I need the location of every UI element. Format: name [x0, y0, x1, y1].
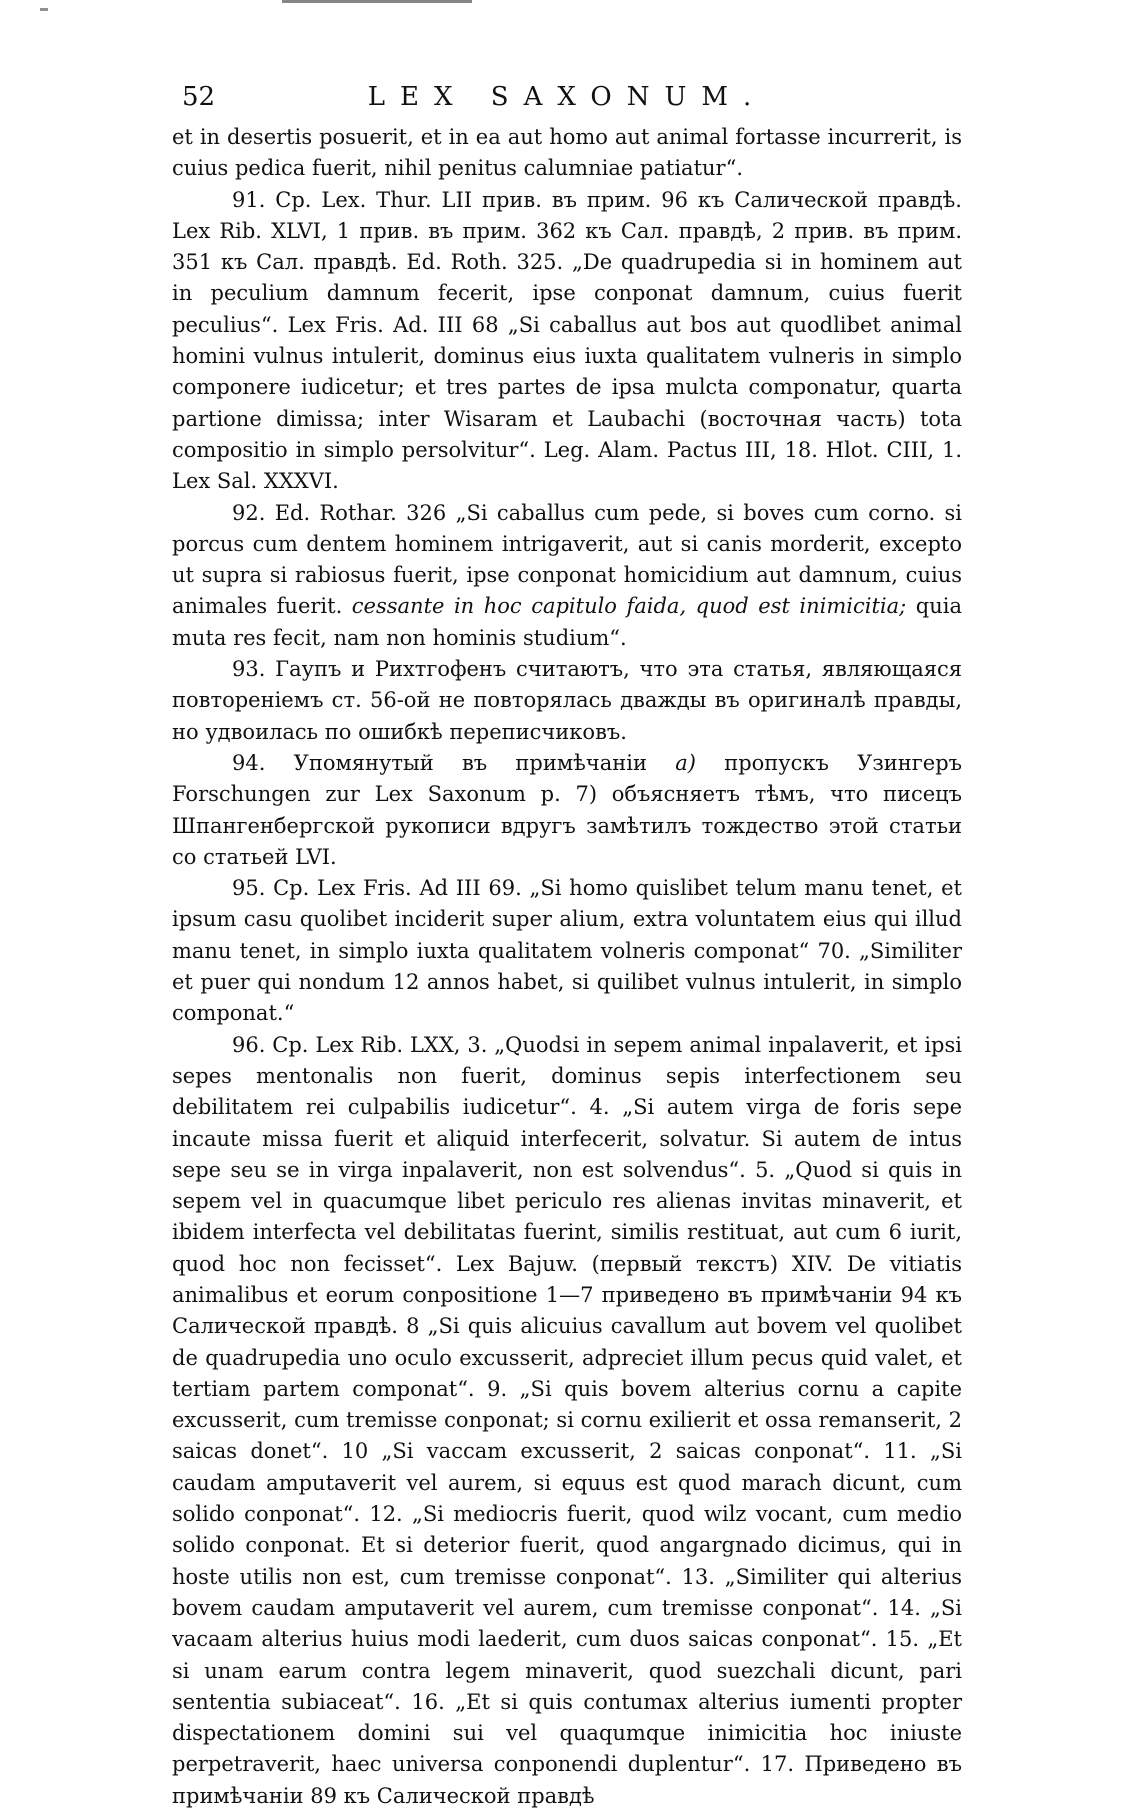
note-94 [172, 748, 962, 873]
note-92-italic: cessante in hoc capitulo faida, quod est inimicitia; [351, 594, 907, 619]
note-94-italic: a) [675, 750, 696, 775]
body-text [172, 122, 962, 1812]
paragraph-continuation: et in desertis posuerit, et in ea aut homo aut animal fortasse incurrerit, is cuius pedica fuerit, nihil penitus calumniae patiatur“. [172, 125, 962, 181]
page-header [172, 82, 962, 122]
page-number: 52 [182, 82, 216, 112]
note-92-text-end: quia muta res fecit, nam non hominis studium“. [172, 594, 962, 650]
note-95: 95. Ср. Lex Fris. Ad III 69. „Si homo quislibet telum manu tenet, et ipsum casu quolibet inciderit super alium, extra voluntatem eius qui illud manu tenet, in simplo iuxta qualitatem volneris componat“ 70. „Similiter et puer qui nondum 12 annos habet, si quilibet vulnus intulerit, in simplo componat.“ [172, 876, 962, 1026]
document-page [172, 82, 962, 1812]
note-92-text: 92. Ed. Rothar. 326 „Si caballus cum pede, si boves cum corno. si porcus cum dentem hominem intrigaverit, aut si canis morderit, excepto ut supra si rabiosus fuerit, ipse conponat homicidium aut damnum, cuius animales fuerit. [172, 500, 962, 619]
note-93: 93. Гаупъ и Рихтгофенъ считаютъ, что эта статья, являющаяся повтореніемъ ст. 56-ой не повторялась дважды въ оригиналѣ правды, но удвоилась по ошибкѣ переписчиковъ. [172, 657, 962, 744]
note-91: 91. Ср. Lex. Thur. LII прив. въ прим. 96 къ Салической правдѣ. Lex Rib. XLVI, 1 прив. въ прим. 362 къ Сал. правдѣ, 2 прив. въ прим. 351 къ Сал. правдѣ. Ed. Roth. 325. „De quadrupedia si in hominem aut in peculium damnum fecerit, ipse conponat damnum, cuius fuerit peculius“. Lex Fris. Ad. III 68 „Si caballus aut bos aut quodlibet animal homini vulnus intulerit, dominus eius iuxta qualitatem vulneris in simplo componere iudicetur; et tres partes de ipsa mulcta componatur, quarta partione dimissa; inter Wisaram et Laubachi (восточная часть) tota compositio in simplo persolvitur“. Leg. Alam. Pactus III, 18. Hlot. CIII, 1. Lex Sal. XXXVI. [172, 187, 962, 494]
note-94-text-end: пропускъ Узингеръ Forschungen zur Lex Saxonum p. 7) объясняетъ тѣмъ, что писецъ Шпангенбергской рукописи вдругъ замѣтилъ тождество этой статьи со статьей LVI. [172, 750, 963, 869]
note-92 [172, 498, 962, 654]
scan-artifact [282, 0, 472, 3]
running-title: LEX SAXONUM. [367, 82, 767, 112]
note-94-text: 94. Упомянутый въ примѣчаніи [232, 750, 647, 775]
note-96: 96. Ср. Lex Rib. LXX, 3. „Quodsi in sepem animal inpalaverit, et ipsi sepes mentonalis non fuerit, dominus sepis interfectionem seu debilitatem rei culpabilis iudicetur“. 4. „Si autem virga de foris sepe incaute missa fuerit et aliquid interfecerit, solvatur. Si autem de intus sepe seu se in virga inpalaverit, non est solvendus“. 5. „Quod si quis in sepem vel in quacumque libet periculo res alienas invitas minaverit, et ibidem interfecta vel debilitatas fuerint, similis restituat, aut cum 6 iurit, quod hoc non fecisset“. Lex Bajuw. (первый текстъ) XIV. De vitiatis animalibus et eorum conpositione 1—7 приведено въ примѣчаніи 94 къ Салической правдѣ. 8 „Si quis alicuius cavallum aut bovem vel quolibet de quadrupedia uno oculo excusserit, adpreciet illum pecus quid valet, et tertiam partem componat“. 9. „Si quis bovem alterius cornu a capite excusserit, cum tremisse conponat; si cornu exilierit et ossa remanserit, 2 saicas donet“. 10 „Si vaccam excusserit, 2 saicas conponat“. 11. „Si caudam amputaverit vel aurem, si equus est quod marach dicunt, cum solido conponat“. 12. „Si mediocris fuerit, quod wilz vocant, cum medio solido conponat. Et si deterior fuerit, quod angargnado dicimus, qui in hoste utilis non est, cum tremisse conponat“. 13. „Similiter qui alterius bovem caudam amputaverit vel aurem, cum tremisse conponat“. 14. „Si vacaam alterius huius modi laederit, cum duos saicas conponat“. 15. „Et si unam earum contra legem minaverit, quod suezchali dicunt, pari sententia subiaceat“. 16. „Et si quis contumax alterius iumenti propter dispectationem domini sui vel quaqumque inimicitia hoc iniuste perpetraverit, haec universa conponendi duplentur“. 17. Приведено въ примѣчаніи 89 къ Салической правдѣ [172, 1032, 962, 1808]
scan-artifact [40, 8, 48, 11]
